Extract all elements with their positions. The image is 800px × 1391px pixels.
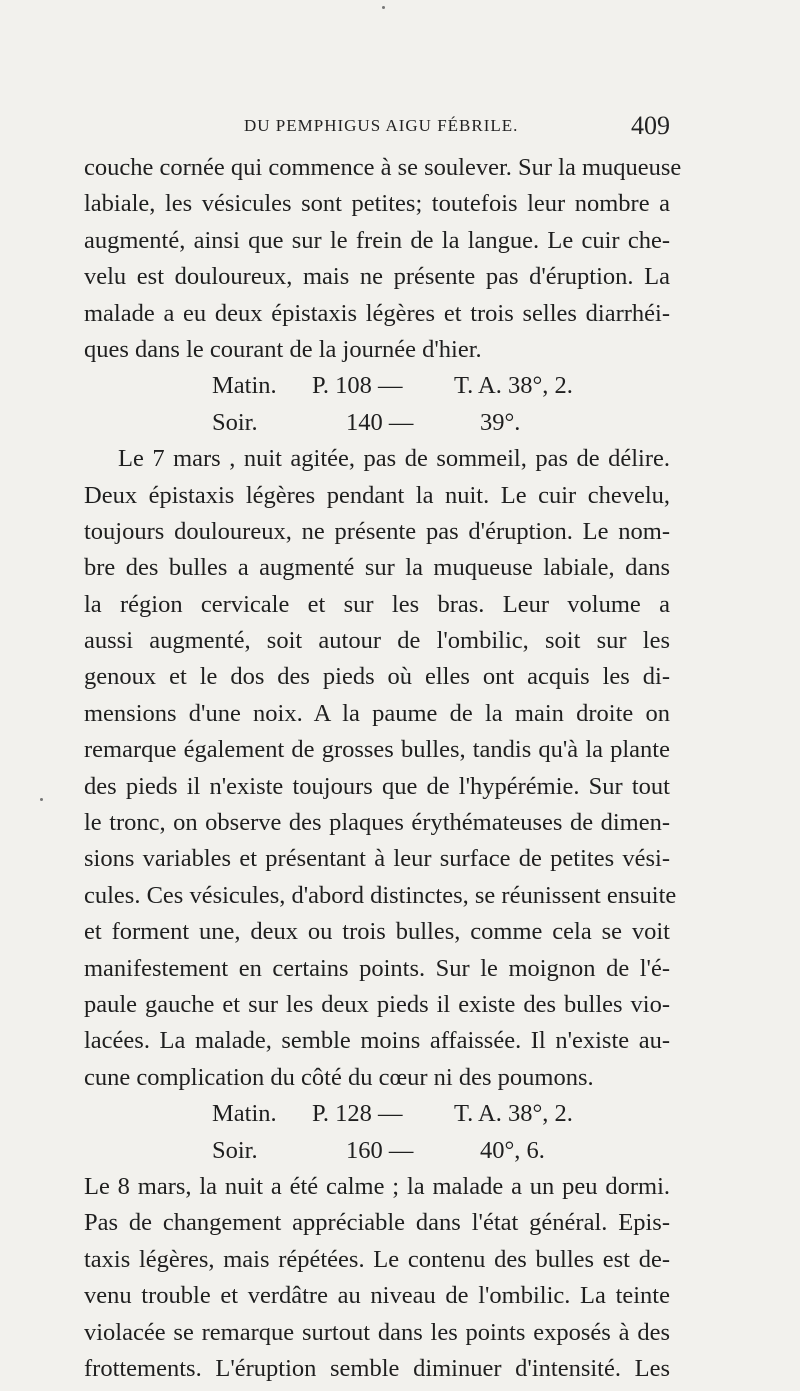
- page-number: 409: [631, 111, 670, 140]
- vitals-temperature: 39°.: [480, 408, 521, 436]
- text-line: labiale, les vésicules sont petites; toutefois leur nombre a: [84, 190, 670, 218]
- text-line: remarque également de grosses bulles, tandis qu'à la plante: [84, 736, 670, 764]
- vitals-row-evening: [84, 1133, 670, 1169]
- text-line: ques dans le courant de la journée d'hier.: [84, 335, 482, 363]
- vitals-temperature: T. A. 38°, 2.: [454, 372, 573, 400]
- vitals-temperature: 40°, 6.: [480, 1136, 545, 1164]
- body-text: [84, 150, 682, 1387]
- vitals-row-morning: [84, 368, 670, 404]
- text-line: des pieds il n'existe toujours que de l'hypérémie. Sur tout: [84, 772, 670, 800]
- vitals-row-evening: [84, 405, 670, 441]
- text-line: le tronc, on observe des plaques érythémateuses de dimen-: [84, 809, 670, 837]
- text-line: paule gauche et sur les deux pieds il existe des bulles vio-: [84, 990, 670, 1018]
- text-line: Pas de changement appréciable dans l'état général. Epis-: [84, 1209, 670, 1237]
- vitals-label: Soir.: [212, 1136, 258, 1164]
- page-header: [84, 111, 670, 144]
- text-line: cules. Ces vésicules, d'abord distinctes, se réunissent ensuite: [84, 881, 677, 909]
- text-line: toujours douloureux, ne présente pas d'éruption. Le nom-: [84, 517, 670, 545]
- text-line: couche cornée qui commence à se soulever. Sur la muqueuse: [84, 154, 682, 181]
- vitals-label: Matin.: [212, 372, 277, 400]
- text-line: la région cervicale et sur les bras. Leur volume a: [84, 590, 670, 618]
- text-line: lacées. La malade, semble moins affaissée. Il n'existe au-: [84, 1027, 670, 1055]
- vitals-pulse: 140 —: [346, 408, 414, 436]
- text-line: malade a eu deux épistaxis légères et trois selles diarrhéi-: [84, 299, 670, 327]
- text-line: taxis légères, mais répétées. Le contenu des bulles est de-: [84, 1245, 670, 1273]
- running-head: DU PEMPHIGUS AIGU FÉBRILE.: [244, 116, 519, 135]
- vitals-pulse: 160 —: [346, 1136, 414, 1164]
- vitals-temperature: T. A. 38°, 2.: [454, 1100, 573, 1128]
- text-line: manifestement en certains points. Sur le moignon de l'é-: [84, 954, 670, 982]
- vitals-row-morning: [84, 1096, 670, 1132]
- text-line: Le 8 mars, la nuit a été calme ; la malade a un peu dormi.: [84, 1172, 670, 1200]
- text-line: Deux épistaxis légères pendant la nuit. Le cuir chevelu,: [84, 481, 670, 509]
- paper-speck: [40, 798, 43, 801]
- text-line: aussi augmenté, soit autour de l'ombilic, soit sur les: [84, 627, 670, 655]
- text-line: frottements. L'éruption semble diminuer d'intensité. Les: [84, 1354, 670, 1382]
- text-line: bre des bulles a augmenté sur la muqueuse labiale, dans: [84, 554, 670, 582]
- text-line: mensions d'une noix. A la paume de la main droite on: [84, 699, 670, 727]
- text-line: venu trouble et verdâtre au niveau de l'ombilic. La teinte: [84, 1282, 670, 1310]
- text-line: et forment une, deux ou trois bulles, comme cela se voit: [84, 918, 670, 946]
- text-line: augmenté, ainsi que sur le frein de la langue. Le cuir che-: [84, 226, 670, 254]
- text-line: cune complication du côté du cœur ni des poumons.: [84, 1063, 594, 1091]
- vitals-label: Matin.: [212, 1100, 277, 1128]
- paper-speck: [382, 6, 385, 9]
- text-line: sions variables et présentant à leur surface de petites vési-: [84, 845, 670, 873]
- text-line: violacée se remarque surtout dans les points exposés à des: [84, 1318, 670, 1346]
- vitals-label: Soir.: [212, 408, 258, 436]
- text-line: velu est douloureux, mais ne présente pas d'éruption. La: [84, 263, 670, 291]
- text-line: genoux et le dos des pieds où elles ont acquis les di-: [84, 663, 670, 691]
- text-line: Le 7 mars , nuit agitée, pas de sommeil, pas de délire.: [118, 445, 670, 473]
- vitals-pulse: P. 108 —: [312, 372, 403, 400]
- vitals-pulse: P. 128 —: [312, 1100, 403, 1128]
